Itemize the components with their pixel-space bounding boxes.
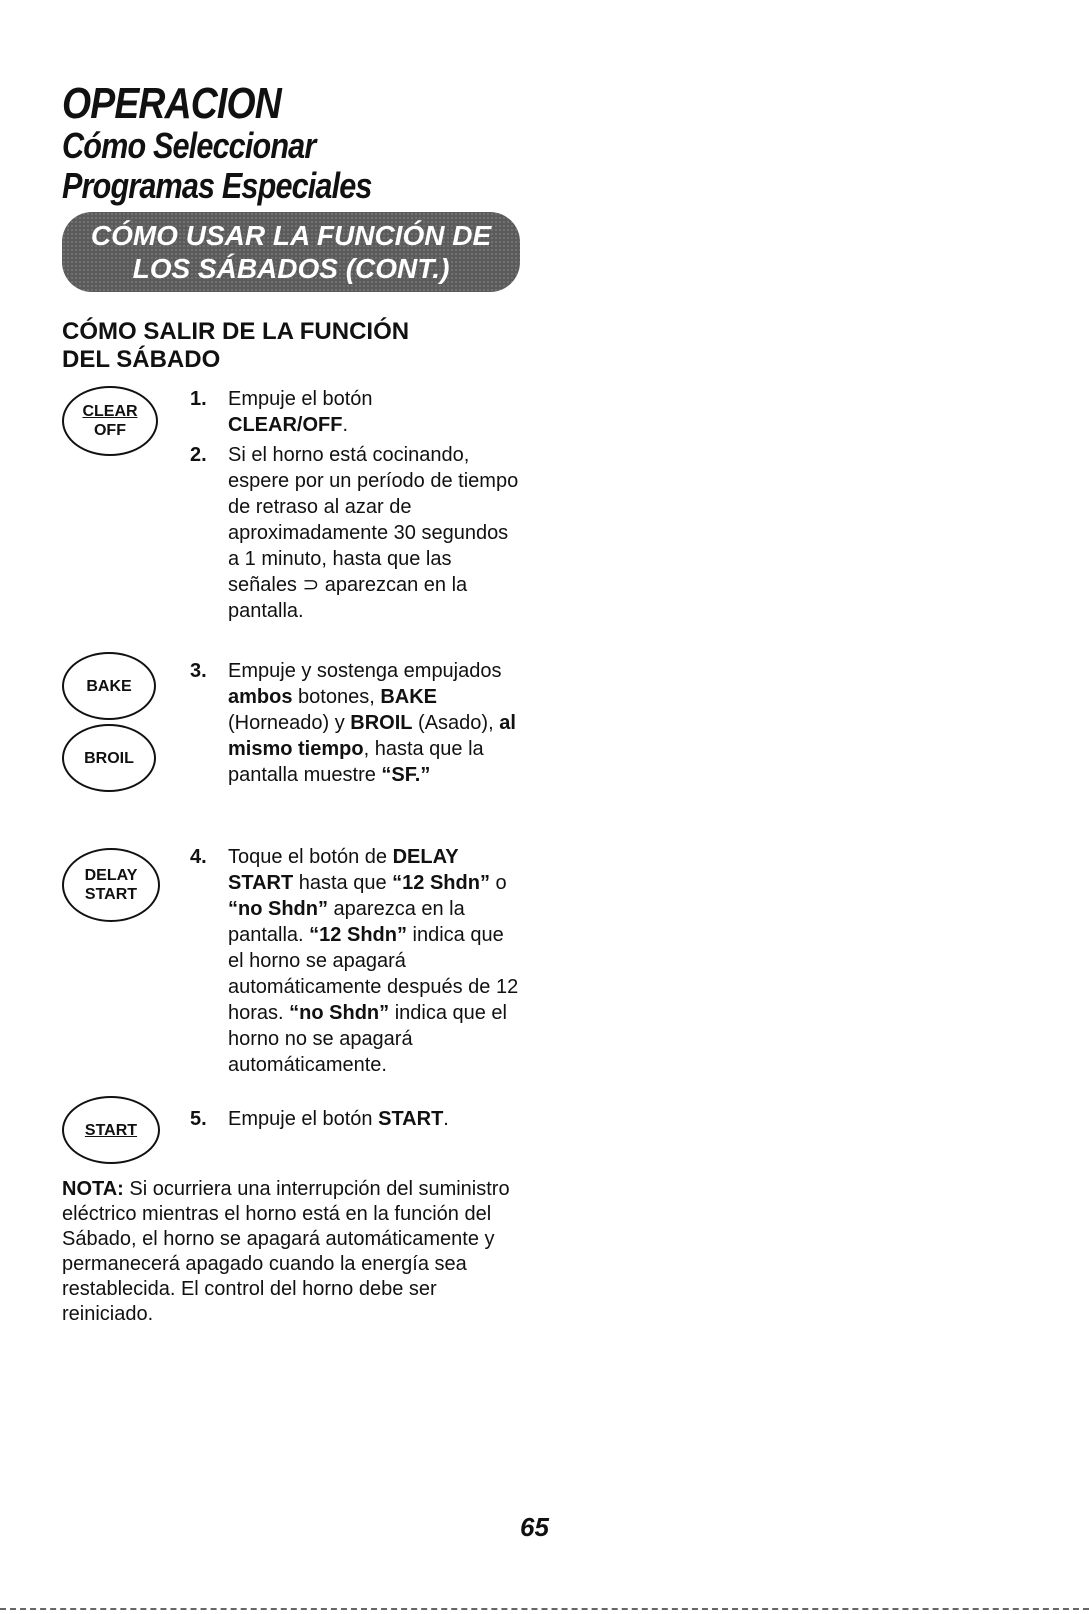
step-text: , hasta que la pantalla muestre — [228, 738, 484, 786]
page-title: OPERACION — [62, 79, 281, 128]
step-bold: “12 Shdn” — [392, 872, 490, 894]
bake-button-icon — [62, 652, 156, 720]
step-text: (Horneado) y — [228, 712, 351, 734]
step-bold: ambos — [228, 686, 293, 708]
page-subtitle-line2: Programas Especiales — [62, 165, 372, 206]
step-text: Si el horno está cocinando, espere por un período de tiempo de retraso al azar de aproximadamente 30 segundos a 1 minuto, hasta que las señales ⊃ aparezcan en la pantalla. — [228, 444, 519, 622]
step-text: o — [489, 872, 507, 894]
step-bold: DELAY START — [228, 846, 459, 894]
section-banner — [62, 212, 520, 292]
clear-label: CLEAR — [82, 403, 138, 420]
page-number: 65 — [520, 1512, 549, 1542]
note-paragraph — [62, 1177, 522, 1327]
step-bold: “SF.” — [381, 764, 431, 786]
step-text: hasta que — [293, 872, 393, 894]
step-bold: “no Shdn” — [289, 1002, 390, 1024]
step-text: . — [443, 1108, 449, 1130]
delay-start-label: START — [84, 886, 138, 903]
step-number: 2. — [190, 444, 207, 466]
delay-start-button-icon — [62, 848, 160, 922]
delay-label: DELAY — [84, 867, 138, 884]
step-bold: CLEAR/OFF — [228, 414, 343, 436]
step-bold: BROIL — [350, 712, 413, 734]
step-3 — [190, 658, 520, 840]
step-bold: “12 Shdn” — [309, 924, 407, 946]
step-text: . — [342, 414, 348, 436]
bottom-divider — [0, 1608, 1089, 1610]
steps-list — [190, 386, 520, 1136]
step-number: 1. — [190, 388, 207, 410]
broil-label: BROIL — [84, 749, 134, 767]
step-text: Empuje el botón — [228, 388, 373, 410]
step-5 — [190, 1106, 520, 1132]
step-text: Empuje y sostenga empujados — [228, 660, 502, 682]
step-4 — [190, 844, 520, 1102]
note-text: Si ocurriera una interrupción del suministro eléctrico mientras el horno está en la función del Sábado, el horno se apagará automáticamente y permanecerá apagado cuando la energía sea restablecida. El control del horno debe ser reiniciado. — [62, 1178, 510, 1325]
step-number: 3. — [190, 660, 207, 682]
step-text: indica que el horno no se apagará automáticamente. — [228, 1002, 508, 1076]
step-2 — [190, 442, 520, 654]
step-text: Toque el botón de — [228, 846, 393, 868]
clear-off-button-icon — [62, 386, 158, 456]
section-heading-line1: CÓMO SALIR DE LA FUNCIÓN — [62, 318, 410, 345]
step-bold: al mismo tiempo — [228, 712, 516, 760]
start-label: START — [84, 1121, 138, 1139]
banner-line2: LOS SÁBADOS (CONT.) — [132, 253, 450, 284]
step-bold: START — [378, 1108, 444, 1130]
page-header — [62, 79, 372, 206]
step-number: 5. — [190, 1108, 207, 1130]
section-heading — [62, 318, 409, 374]
page-subtitle-line1: Cómo Seleccionar — [62, 125, 316, 166]
broil-button-icon — [62, 724, 156, 792]
banner-line1: CÓMO USAR LA FUNCIÓN DE — [90, 220, 492, 251]
note-label: NOTA: — [62, 1178, 124, 1200]
step-text: aparezca en la pantalla. — [228, 898, 465, 946]
off-label: OFF — [93, 422, 126, 439]
step-bold: BAKE — [380, 686, 437, 708]
step-1 — [190, 386, 520, 438]
step-text: (Asado), — [412, 712, 500, 734]
start-button-icon — [62, 1096, 160, 1164]
step-text: botones, — [292, 686, 381, 708]
step-bold: “no Shdn” — [228, 898, 328, 920]
step-text: indica que el horno se apagará automáticamente después de 12 horas. — [228, 924, 519, 1024]
step-number: 4. — [190, 846, 207, 868]
section-heading-line2: DEL SÁBADO — [62, 346, 221, 373]
step-text: Empuje el botón — [228, 1108, 379, 1130]
bake-label: BAKE — [86, 677, 132, 695]
